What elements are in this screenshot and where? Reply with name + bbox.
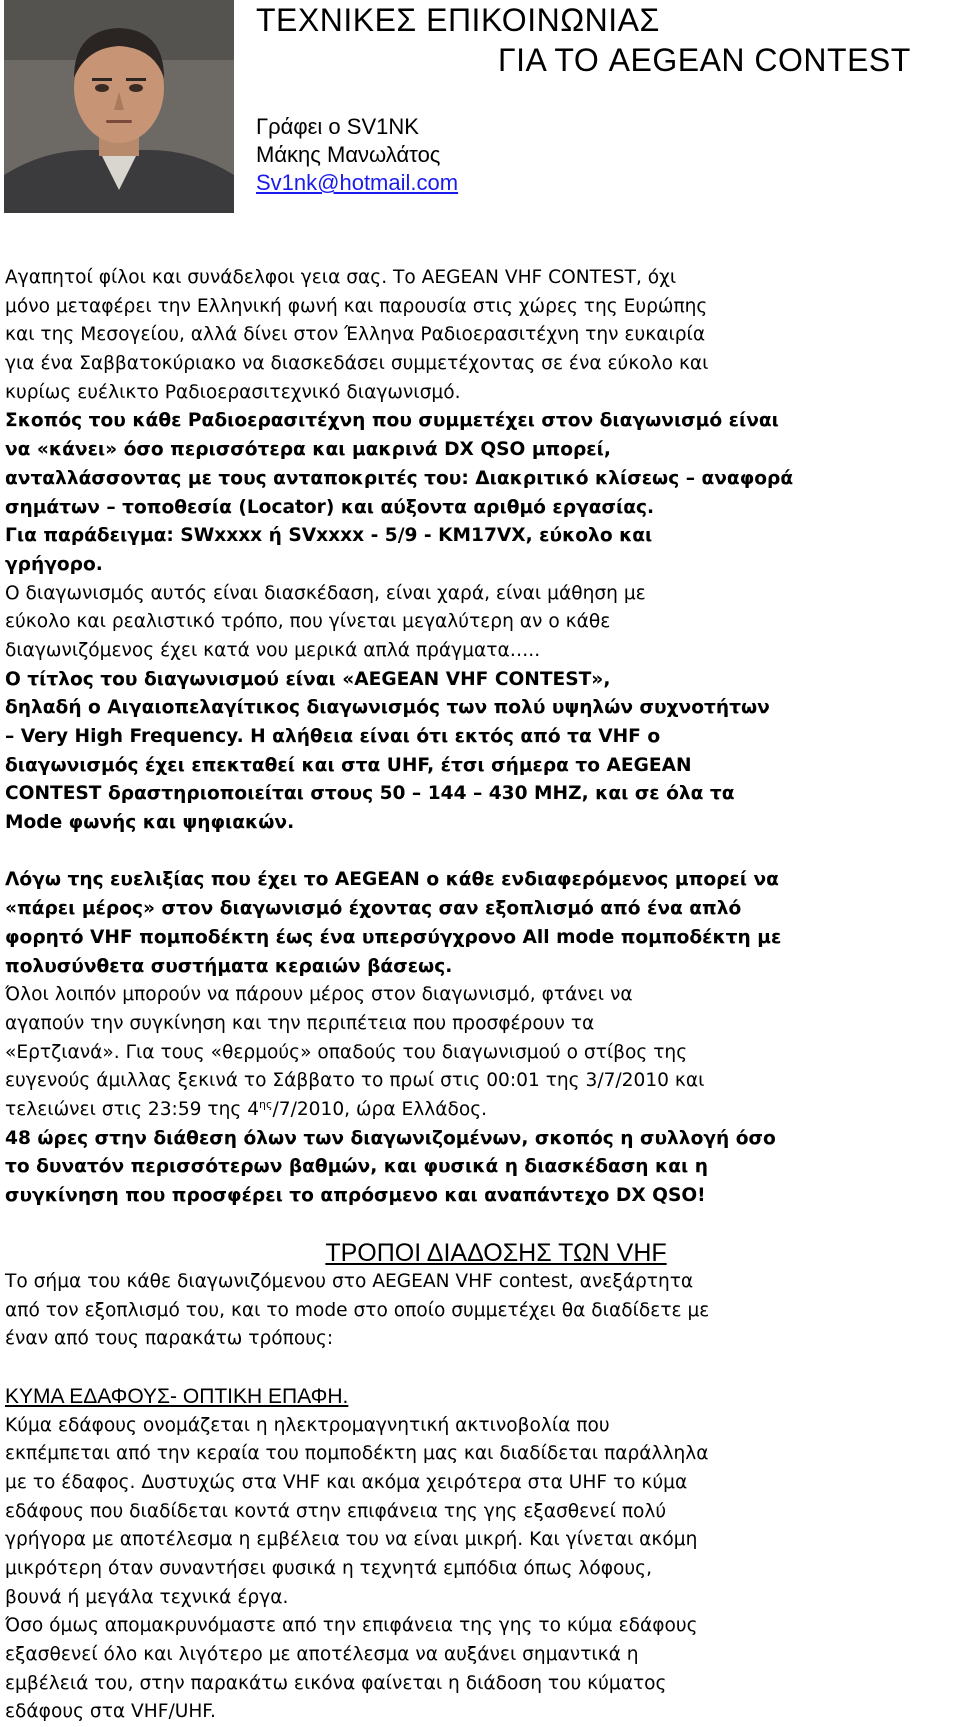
title-paragraph <box>5 666 957 838</box>
flexibility-paragraph <box>5 866 957 981</box>
text-line: Ο διαγωνισμός αυτός είναι διασκέδαση, είναι χαρά, είναι μάθηση με <box>5 580 957 609</box>
text-line: Το σήμα του κάθε διαγωνιζόμενου στο AEGEAN VHF contest, ανεξάρτητα <box>5 1268 957 1297</box>
goal-paragraph <box>5 407 957 579</box>
article-body <box>5 264 957 1727</box>
text-line: κυρίως ευέλικτο Ραδιοερασιτεχνικό διαγωνισμό. <box>5 379 957 408</box>
paragraph-gap <box>5 1354 957 1383</box>
text-line: γρήγορα με αποτέλεσμα η εμβέλεια του να είναι μικρή. Και γίνεται ακόμη <box>5 1526 957 1555</box>
text-line: Ο τίτλος του διαγωνισμού είναι «AEGEAN VHF CONTEST», <box>5 666 957 695</box>
fun-paragraph <box>5 580 957 666</box>
section-heading-propagation: ΤΡΟΠΟΙ ΔΙΑΔΟΣΗΣ ΤΩΝ VHF <box>5 1239 957 1268</box>
hours-paragraph <box>5 1125 957 1211</box>
text-line: ανταλλάσσοντας με τους ανταποκριτές του: Διακριτικό κλίσεως – αναφορά <box>5 465 957 494</box>
text-line: διαγωνισμός έχει επεκταθεί και στα UHF, έτσι σήμερα το AEGEAN <box>5 752 957 781</box>
text-line: ευγενούς άμιλλας ξεκινά το Σάββατο το πρωί στις 00:01 της 3/7/2010 και <box>5 1067 957 1096</box>
text-line: Λόγω της ευελιξίας που έχει το AEGEAN ο κάθε ενδιαφερόμενος μπορεί να <box>5 866 957 895</box>
end-date-line: τελειώνει στις 23:59 της $4^{\eta\varsigma}/7/2010$, ώρα Ελλάδος. <box>5 1096 957 1125</box>
section-heading-ground-wave: ΚΥΜΑ ΕΔΑΦΟΥΣ- ΟΠΤΙΚΗ ΕΠΑΦΗ. <box>5 1383 957 1412</box>
text-line: με το έδαφος. Δυστυχώς στα VHF και ακόμα χειρότερα στα UHF το κύμα <box>5 1469 957 1498</box>
ground-wave-paragraph <box>5 1412 957 1727</box>
text-line: Σκοπός του κάθε Ραδιοερασιτέχνη που συμμετέχει στον διαγωνισμό είναι <box>5 407 957 436</box>
text-line: 48 ώρες στην διάθεση όλων των διαγωνιζομένων, σκοπός η συλλογή όσο <box>5 1125 957 1154</box>
text-line: CONTEST δραστηριοποιείται στους 50 – 144 – 430 MHZ, και σε όλα τα <box>5 780 957 809</box>
text-line: από τον εξοπλισμό του, και το mode στο οποίο συμμετέχει θα διαδίδετε με <box>5 1297 957 1326</box>
author-email-link[interactable]: Sv1nk@hotmail.com <box>256 170 458 195</box>
author-photo <box>4 0 234 213</box>
text-line: για ένα Σαββατοκύριακο να διασκεδάσει συμμετέχοντας σε ένα εύκολο και <box>5 350 957 379</box>
text-line: Κύμα εδάφους ονομάζεται η ηλεκτρομαγνητική ακτινοβολία που <box>5 1412 957 1441</box>
text-line: γρήγορο. <box>5 551 957 580</box>
text-line: έναν από τους παρακάτω τρόπους: <box>5 1325 957 1354</box>
text-line: εκπέμπεται από την κεραία του πομποδέκτη μας και διαδίδεται παράλληλα <box>5 1440 957 1469</box>
author-portrait-image <box>4 0 234 213</box>
title-line-1: ΤΕΧΝΙΚΕΣ ΕΠΙΚΟΙΝΩΝΙΑΣ <box>256 2 660 39</box>
author-block <box>256 113 458 197</box>
text-line: μικρότερη όταν συναντήσει φυσικά η τεχνητά εμπόδια όπως λόφους, <box>5 1555 957 1584</box>
text-line: το δυνατόν περισσότερων βαθμών, και φυσικά η διασκέδαση και η <box>5 1153 957 1182</box>
text-line: διαγωνιζόμενος έχει κατά νου μερικά απλά πράγματα….. <box>5 637 957 666</box>
author-callsign: Γράφει ο SV1NK <box>256 113 458 141</box>
text-line: εξασθενεί όλο και λιγότερο με αποτέλεσμα να αυξάνει σημαντικά η <box>5 1641 957 1670</box>
text-line: Όσο όμως απομακρυνόμαστε από την επιφάνεια της γης το κύμα εδάφους <box>5 1612 957 1641</box>
propagation-paragraph <box>5 1268 957 1354</box>
text-line: Αγαπητοί φίλοι και συνάδελφοι γεια σας. Το AEGEAN VHF CONTEST, όχι <box>5 264 957 293</box>
text-line: εύκολο και ρεαλιστικό τρόπο, που γίνεται μεγαλύτερη αν ο κάθε <box>5 608 957 637</box>
text-line: φορητό VHF πομποδέκτη έως ένα υπερσύγχρονο All mode πομποδέκτη με <box>5 924 957 953</box>
text-line: εμβέλειά του, στην παρακάτω εικόνα φαίνεται η διάδοση του κύματος <box>5 1670 957 1699</box>
paragraph-gap <box>5 838 957 867</box>
text-line: εδάφους που διαδίδεται κοντά στην επιφάνεια της γης εξασθενεί πολύ <box>5 1498 957 1527</box>
title-line-2: ΓΙΑ ΤΟ AEGEAN CONTEST <box>498 42 911 79</box>
text-line: Για παράδειγμα: SWxxxx ή SVxxxx - 5/9 - KM17VX, εύκολο και <box>5 522 957 551</box>
schedule-paragraph <box>5 981 957 1124</box>
paragraph-gap <box>5 1211 957 1240</box>
text-line: βουνά ή μεγάλα τεχνικά έργα. <box>5 1584 957 1613</box>
text-line: μόνο μεταφέρει την Ελληνική φωνή και παρουσία στις χώρες της Ευρώπης <box>5 293 957 322</box>
text-line: Mode φωνής και ψηφιακών. <box>5 809 957 838</box>
text-line: να «κάνει» όσο περισσότερα και μακρινά DX QSO μπορεί, <box>5 436 957 465</box>
text-line: δηλαδή ο Αιγαιοπελαγίτικος διαγωνισμός των πολύ υψηλών συχνοτήτων <box>5 694 957 723</box>
text-line: Όλοι λοιπόν μπορούν να πάρουν μέρος στον διαγωνισμό, φτάνει να <box>5 981 957 1010</box>
text-line: – Very High Frequency. Η αλήθεια είναι ότι εκτός από τα VHF ο <box>5 723 957 752</box>
text-line: και της Μεσογείου, αλλά δίνει στον Έλληνα Ραδιοερασιτέχνη την ευκαιρία <box>5 321 957 350</box>
intro-paragraph <box>5 264 957 407</box>
text-line: αγαπούν την συγκίνηση και την περιπέτεια που προσφέρουν τα <box>5 1010 957 1039</box>
text-line: πολυσύνθετα συστήματα κεραιών βάσεως. <box>5 953 957 982</box>
author-name: Μάκης Μανωλάτος <box>256 141 458 169</box>
text-line: σημάτων – τοποθεσία (Locator) και αύξοντα αριθμό εργασίας. <box>5 494 957 523</box>
text-line: συγκίνηση που προσφέρει το απρόσμενο και αναπάντεχο DX QSO! <box>5 1182 957 1211</box>
text-line: «Ερτζιανά». Για τους «θερμούς» οπαδούς του διαγωνισμού ο στίβος της <box>5 1039 957 1068</box>
text-line: εδάφους στα VHF/UHF. <box>5 1698 957 1727</box>
text-line: «πάρει μέρος» στον διαγωνισμό έχοντας σαν εξοπλισμό από ένα απλό <box>5 895 957 924</box>
